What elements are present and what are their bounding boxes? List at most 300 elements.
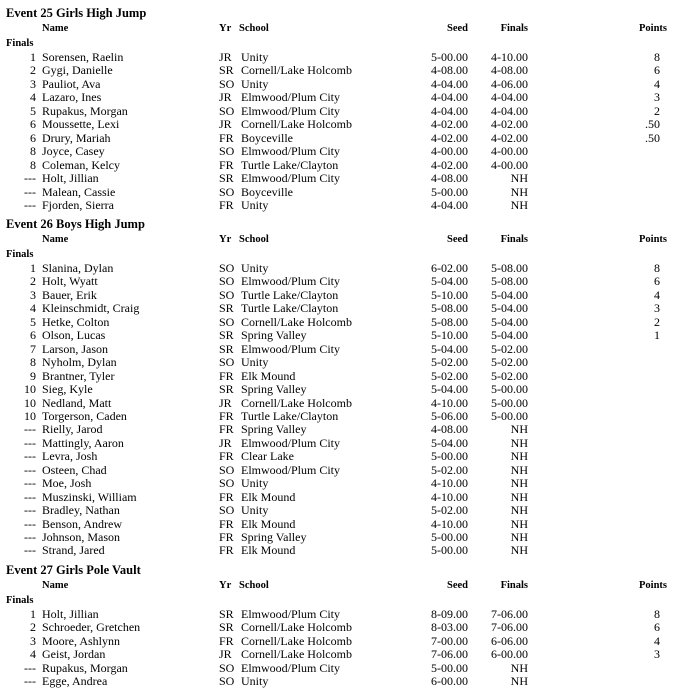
result-row	[0, 450, 679, 464]
cell-place: 8	[30, 144, 36, 159]
cell-points: 3	[654, 90, 660, 105]
cell-school: Unity	[241, 476, 269, 491]
result-row	[0, 356, 679, 370]
cell-place: 4	[30, 647, 36, 662]
cell-school: Unity	[241, 355, 269, 370]
column-header-yr: Yr	[219, 23, 232, 34]
result-row	[0, 199, 679, 213]
cell-points: 4	[654, 76, 660, 91]
cell-school: Spring Valley	[241, 422, 307, 437]
cell-seed: 4-04.00	[431, 90, 468, 105]
cell-finals: NH	[510, 530, 528, 544]
cell-place: 10	[24, 382, 36, 397]
cell-finals: NH	[510, 184, 528, 199]
column-header-seed: Seed	[447, 580, 468, 591]
cell-seed: 4-10.00	[431, 395, 468, 410]
cell-name: Lazaro, Ines	[42, 90, 102, 105]
cell-name: Kleinschmidt, Craig	[42, 301, 140, 316]
cell-school: Cornell/Lake Holcomb	[241, 633, 352, 648]
column-header-school: School	[239, 580, 269, 591]
cell-school: Elk Mound	[241, 368, 296, 383]
cell-yr: SR	[219, 301, 234, 316]
cell-place: 4	[30, 301, 36, 316]
result-row	[0, 186, 679, 200]
cell-school: Spring Valley	[241, 530, 307, 544]
result-row	[0, 275, 679, 289]
cell-yr: FR	[219, 130, 234, 145]
cell-school: Unity	[241, 674, 269, 689]
cell-place: ---	[24, 660, 36, 675]
cell-seed: 5-02.00	[431, 368, 468, 383]
cell-finals: 5-00.00	[491, 408, 528, 423]
cell-school: Boyceville	[241, 184, 293, 199]
cell-name: Hetke, Colton	[42, 314, 110, 329]
cell-school: Elmwood/Plum City	[241, 144, 341, 159]
cell-finals: 5-08.00	[491, 261, 528, 275]
cell-finals: 4-00.00	[491, 157, 528, 172]
cell-seed: 7-06.00	[431, 647, 468, 662]
cell-yr: JR	[219, 395, 232, 410]
cell-school: Elmwood/Plum City	[241, 462, 341, 477]
cell-place: 4	[30, 90, 36, 105]
cell-school: Elmwood/Plum City	[241, 103, 341, 118]
cell-place: 3	[30, 287, 36, 302]
cell-yr: SO	[219, 144, 235, 159]
cell-seed: 5-04.00	[431, 435, 468, 450]
column-header-yr: Yr	[219, 580, 232, 591]
cell-seed: 5-00.00	[431, 530, 468, 544]
cell-yr: FR	[219, 408, 234, 423]
cell-seed: 5-10.00	[431, 328, 468, 343]
cell-seed: 4-10.00	[431, 489, 468, 504]
cell-school: Unity	[241, 261, 269, 275]
result-row	[0, 675, 679, 689]
cell-points: 3	[654, 301, 660, 316]
cell-seed: 5-00.00	[431, 50, 468, 64]
result-row	[0, 118, 679, 132]
cell-yr: FR	[219, 197, 234, 212]
result-row	[0, 423, 679, 437]
cell-points: 4	[654, 287, 660, 302]
cell-finals: 6-00.00	[491, 647, 528, 662]
result-row	[0, 145, 679, 159]
cell-place: 3	[30, 633, 36, 648]
cell-place: 9	[30, 368, 36, 383]
cell-yr: SR	[219, 607, 234, 621]
cell-seed: 8-09.00	[431, 607, 468, 621]
cell-seed: 5-08.00	[431, 301, 468, 316]
cell-school: Elmwood/Plum City	[241, 90, 341, 105]
result-row	[0, 544, 679, 558]
cell-yr: SO	[219, 184, 235, 199]
cell-name: Nyholm, Dylan	[42, 355, 117, 370]
cell-finals: NH	[510, 422, 528, 437]
cell-seed: 5-00.00	[431, 543, 468, 558]
cell-name: Nedland, Matt	[42, 395, 112, 410]
cell-yr: SR	[219, 63, 234, 78]
cell-place: 1	[30, 607, 36, 621]
cell-yr: SO	[219, 103, 235, 118]
cell-school: Cornell/Lake Holcomb	[241, 647, 352, 662]
cell-name: Rupakus, Morgan	[42, 103, 128, 118]
cell-finals: NH	[510, 197, 528, 212]
result-row	[0, 464, 679, 478]
cell-yr: JR	[219, 50, 232, 64]
column-header-finals: Finals	[500, 580, 528, 591]
cell-place: ---	[24, 530, 36, 544]
cell-yr: SO	[219, 76, 235, 91]
cell-name: Holt, Wyatt	[42, 274, 98, 289]
cell-name: Drury, Mariah	[42, 130, 111, 145]
cell-place: ---	[24, 462, 36, 477]
cell-name: Holt, Jillian	[42, 171, 99, 186]
cell-place: 1	[30, 50, 36, 64]
column-header-name: Name	[42, 234, 69, 245]
cell-school: Unity	[241, 197, 269, 212]
result-row	[0, 437, 679, 451]
cell-seed: 6-00.00	[431, 674, 468, 689]
cell-finals: 5-04.00	[491, 314, 528, 329]
cell-seed: 4-00.00	[431, 144, 468, 159]
cell-seed: 5-02.00	[431, 355, 468, 370]
cell-yr: SO	[219, 274, 235, 289]
cell-name: Brantner, Tyler	[42, 368, 115, 383]
cell-name: Sieg, Kyle	[42, 382, 93, 397]
cell-finals: NH	[510, 476, 528, 491]
result-row	[0, 64, 679, 78]
cell-finals: 7-06.00	[491, 607, 528, 621]
cell-place: 6	[30, 117, 36, 132]
cell-finals: 5-02.00	[491, 368, 528, 383]
cell-yr: SO	[219, 287, 235, 302]
cell-finals: 5-04.00	[491, 328, 528, 343]
cell-name: Moore, Ashlynn	[42, 633, 120, 648]
cell-school: Cornell/Lake Holcomb	[241, 63, 352, 78]
cell-finals: 4-02.00	[491, 117, 528, 132]
cell-place: 3	[30, 76, 36, 91]
cell-yr: JR	[219, 117, 232, 132]
cell-seed: 4-02.00	[431, 157, 468, 172]
column-header-seed: Seed	[447, 23, 468, 34]
cell-school: Spring Valley	[241, 382, 307, 397]
cell-place: ---	[24, 543, 36, 558]
cell-seed: 4-10.00	[431, 476, 468, 491]
cell-seed: 5-00.00	[431, 449, 468, 464]
cell-points: 1	[654, 328, 660, 343]
cell-seed: 8-03.00	[431, 620, 468, 635]
cell-yr: FR	[219, 449, 234, 464]
cell-school: Spring Valley	[241, 328, 307, 343]
cell-yr: SR	[219, 620, 234, 635]
cell-school: Elmwood/Plum City	[241, 171, 341, 186]
cell-finals: 7-06.00	[491, 620, 528, 635]
cell-school: Elmwood/Plum City	[241, 660, 341, 675]
cell-finals: 4-02.00	[491, 130, 528, 145]
cell-name: Moe, Josh	[42, 476, 92, 491]
cell-place: 2	[30, 63, 36, 78]
cell-yr: SO	[219, 503, 235, 518]
cell-finals: 5-04.00	[491, 287, 528, 302]
result-row	[0, 370, 679, 384]
cell-school: Turtle Lake/Clayton	[241, 157, 339, 172]
cell-points: 8	[654, 607, 660, 621]
cell-finals: NH	[510, 516, 528, 531]
cell-place: ---	[24, 503, 36, 518]
cell-name: Holt, Jillian	[42, 607, 99, 621]
cell-finals: 5-08.00	[491, 274, 528, 289]
cell-yr: SO	[219, 476, 235, 491]
event-title: Event 27 Girls Pole Vault	[6, 563, 141, 577]
cell-place: 5	[30, 314, 36, 329]
cell-yr: FR	[219, 543, 234, 558]
cell-place: 2	[30, 274, 36, 289]
cell-school: Turtle Lake/Clayton	[241, 301, 339, 316]
column-header-yr: Yr	[219, 234, 232, 245]
cell-place: ---	[24, 476, 36, 491]
cell-seed: 5-10.00	[431, 287, 468, 302]
cell-yr: SO	[219, 355, 235, 370]
cell-school: Cornell/Lake Holcomb	[241, 117, 352, 132]
cell-name: Geist, Jordan	[42, 647, 106, 662]
cell-name: Coleman, Kelcy	[42, 157, 120, 172]
cell-seed: 4-08.00	[431, 422, 468, 437]
result-row	[0, 383, 679, 397]
cell-finals: 4-08.00	[491, 63, 528, 78]
event-title: Event 26 Boys High Jump	[6, 217, 145, 231]
cell-place: ---	[24, 197, 36, 212]
cell-place: 8	[30, 355, 36, 370]
cell-name: Rielly, Jarod	[42, 422, 103, 437]
cell-points: 4	[654, 633, 660, 648]
cell-finals: 5-02.00	[491, 341, 528, 356]
cell-finals: 4-04.00	[491, 103, 528, 118]
cell-place: ---	[24, 489, 36, 504]
column-header-name: Name	[42, 580, 69, 591]
cell-name: Benson, Andrew	[42, 516, 122, 531]
cell-finals: NH	[510, 449, 528, 464]
cell-points: 2	[654, 314, 660, 329]
cell-yr: JR	[219, 90, 232, 105]
result-row	[0, 397, 679, 411]
cell-name: Pauliot, Ava	[42, 76, 101, 91]
cell-finals: NH	[510, 660, 528, 675]
column-header-finals: Finals	[500, 234, 528, 245]
column-header-points: Points	[638, 580, 667, 591]
cell-place: ---	[24, 516, 36, 531]
column-header-finals: Finals	[500, 23, 528, 34]
cell-points: 2	[654, 103, 660, 118]
cell-name: Schroeder, Gretchen	[42, 620, 141, 635]
cell-finals: NH	[510, 171, 528, 186]
cell-yr: FR	[219, 516, 234, 531]
cell-seed: 5-02.00	[431, 462, 468, 477]
cell-place: 8	[30, 157, 36, 172]
cell-school: Unity	[241, 50, 269, 64]
column-header-name: Name	[42, 23, 69, 34]
cell-seed: 5-00.00	[431, 660, 468, 675]
finals-section-label: Finals	[6, 249, 34, 260]
cell-seed: 4-04.00	[431, 76, 468, 91]
cell-school: Clear Lake	[241, 449, 294, 464]
cell-name: Joyce, Casey	[42, 144, 105, 159]
cell-seed: 5-06.00	[431, 408, 468, 423]
cell-seed: 4-04.00	[431, 197, 468, 212]
cell-place: 5	[30, 103, 36, 118]
cell-seed: 5-00.00	[431, 184, 468, 199]
result-row	[0, 477, 679, 491]
cell-finals: 4-06.00	[491, 76, 528, 91]
column-header-seed: Seed	[447, 234, 468, 245]
cell-seed: 5-08.00	[431, 314, 468, 329]
cell-school: Cornell/Lake Holcomb	[241, 395, 352, 410]
cell-finals: 5-04.00	[491, 301, 528, 316]
cell-place: 2	[30, 620, 36, 635]
cell-place: 6	[30, 328, 36, 343]
cell-points: 6	[654, 63, 660, 78]
cell-seed: 4-04.00	[431, 103, 468, 118]
cell-yr: SO	[219, 261, 235, 275]
finals-section-label: Finals	[6, 595, 34, 606]
result-row	[0, 648, 679, 662]
cell-finals: 5-00.00	[491, 382, 528, 397]
cell-place: 10	[24, 408, 36, 423]
cell-seed: 7-00.00	[431, 633, 468, 648]
result-row	[0, 329, 679, 343]
cell-points: 3	[654, 647, 660, 662]
cell-seed: 5-04.00	[431, 382, 468, 397]
cell-seed: 4-08.00	[431, 171, 468, 186]
cell-name: Bradley, Nathan	[42, 503, 120, 518]
cell-school: Unity	[241, 76, 269, 91]
cell-seed: 4-02.00	[431, 130, 468, 145]
column-header-points: Points	[638, 23, 667, 34]
column-header-points: Points	[638, 234, 667, 245]
cell-points: 6	[654, 274, 660, 289]
cell-finals: NH	[510, 489, 528, 504]
cell-name: Slanina, Dylan	[42, 261, 114, 275]
cell-points: 8	[654, 50, 660, 64]
cell-place: ---	[24, 184, 36, 199]
cell-place: ---	[24, 674, 36, 689]
cell-name: Johnson, Mason	[42, 530, 121, 544]
cell-school: Elmwood/Plum City	[241, 435, 341, 450]
cell-name: Rupakus, Morgan	[42, 660, 128, 675]
result-row	[0, 172, 679, 186]
cell-name: Muszinski, William	[42, 489, 137, 504]
cell-school: Elk Mound	[241, 489, 296, 504]
cell-name: Moussette, Lexi	[42, 117, 120, 132]
finals-section-label: Finals	[6, 38, 34, 49]
cell-finals: NH	[510, 462, 528, 477]
cell-finals: 5-00.00	[491, 395, 528, 410]
cell-school: Elk Mound	[241, 516, 296, 531]
cell-name: Gygi, Danielle	[42, 63, 113, 78]
cell-yr: FR	[219, 157, 234, 172]
cell-yr: SR	[219, 328, 234, 343]
cell-name: Levra, Josh	[42, 449, 98, 464]
cell-school: Cornell/Lake Holcomb	[241, 314, 352, 329]
cell-finals: 4-10.00	[491, 50, 528, 64]
cell-seed: 4-10.00	[431, 516, 468, 531]
cell-yr: SR	[219, 171, 234, 186]
cell-name: Malean, Cassie	[42, 184, 116, 199]
cell-school: Elmwood/Plum City	[241, 341, 341, 356]
cell-yr: JR	[219, 647, 232, 662]
cell-school: Elmwood/Plum City	[241, 274, 341, 289]
cell-place: 10	[24, 395, 36, 410]
cell-school: Unity	[241, 503, 269, 518]
cell-yr: SO	[219, 674, 235, 689]
cell-yr: SR	[219, 341, 234, 356]
result-row	[0, 91, 679, 105]
cell-school: Cornell/Lake Holcomb	[241, 620, 352, 635]
result-row	[0, 621, 679, 635]
cell-yr: FR	[219, 368, 234, 383]
cell-yr: SO	[219, 660, 235, 675]
cell-name: Sorensen, Raelin	[42, 50, 124, 64]
cell-finals: NH	[510, 503, 528, 518]
cell-yr: SO	[219, 462, 235, 477]
cell-school: Turtle Lake/Clayton	[241, 287, 339, 302]
cell-school: Elmwood/Plum City	[241, 607, 341, 621]
cell-finals: NH	[510, 435, 528, 450]
cell-place: 7	[30, 341, 36, 356]
cell-yr: SR	[219, 382, 234, 397]
cell-points: 6	[654, 620, 660, 635]
cell-yr: JR	[219, 435, 232, 450]
cell-place: 6	[30, 130, 36, 145]
event-title: Event 25 Girls High Jump	[6, 6, 147, 20]
cell-seed: 5-04.00	[431, 341, 468, 356]
cell-points: .50	[645, 117, 660, 132]
cell-name: Olson, Lucas	[42, 328, 106, 343]
cell-name: Mattingly, Aaron	[42, 435, 124, 450]
cell-place: ---	[24, 171, 36, 186]
cell-name: Torgerson, Caden	[42, 408, 127, 423]
result-row	[0, 504, 679, 518]
cell-finals: 4-00.00	[491, 144, 528, 159]
cell-place: 1	[30, 261, 36, 275]
column-header-school: School	[239, 234, 269, 245]
cell-name: Osteen, Chad	[42, 462, 107, 477]
cell-place: ---	[24, 435, 36, 450]
cell-finals: 6-06.00	[491, 633, 528, 648]
cell-place: ---	[24, 422, 36, 437]
cell-name: Egge, Andrea	[42, 674, 108, 689]
cell-name: Bauer, Erik	[42, 287, 97, 302]
cell-finals: NH	[510, 674, 528, 689]
cell-finals: NH	[510, 543, 528, 558]
cell-seed: 5-02.00	[431, 503, 468, 518]
cell-yr: FR	[219, 489, 234, 504]
cell-place: ---	[24, 449, 36, 464]
cell-name: Fjorden, Sierra	[42, 197, 114, 212]
cell-school: Elk Mound	[241, 543, 296, 558]
cell-points: 8	[654, 261, 660, 275]
cell-seed: 6-02.00	[431, 261, 468, 275]
cell-seed: 4-08.00	[431, 63, 468, 78]
cell-school: Boyceville	[241, 130, 293, 145]
cell-yr: FR	[219, 530, 234, 544]
cell-school: Turtle Lake/Clayton	[241, 408, 339, 423]
cell-yr: FR	[219, 422, 234, 437]
column-header-school: School	[239, 23, 269, 34]
cell-finals: 5-02.00	[491, 355, 528, 370]
cell-name: Strand, Jared	[42, 543, 105, 558]
cell-seed: 5-04.00	[431, 274, 468, 289]
result-row	[0, 302, 679, 316]
cell-points: .50	[645, 130, 660, 145]
